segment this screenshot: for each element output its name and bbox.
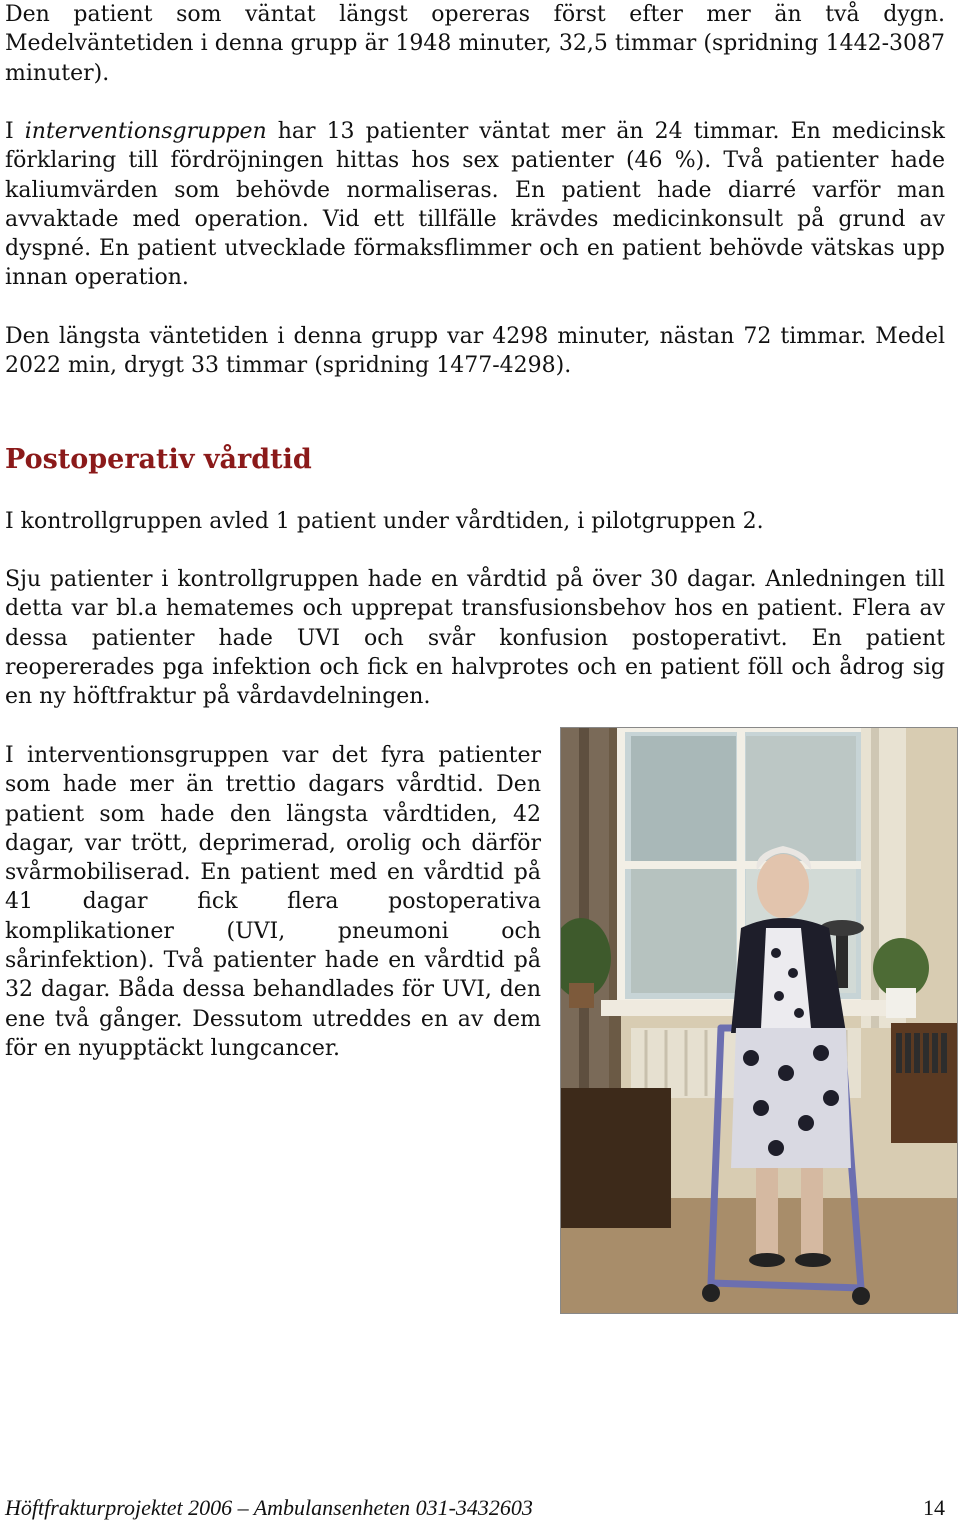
page-footer [5, 1493, 945, 1523]
paragraph-longest-waiting-intervention: Den längsta väntetiden i denna grupp var 4298 minuter, nästan 72 timmar. Medel 2022 min, drygt 33 timmar (spridning 1477-4298). [5, 324, 945, 379]
footer-text: Höftfrakturprojektet 2006 – Ambulansenheten 031-3432603 [5, 1495, 533, 1520]
paragraph-intervention-group-waiting [5, 117, 945, 293]
patient-walker-photo [560, 727, 958, 1314]
paragraph-intervention-group-stay: I interventionsgruppen var det fyra patienter som hade mer än trettio dagars vårdtid. Den patient som hade den längsta vårdtiden, 42 dagar, var trött, deprimerad, orolig och därför svårmobiliserad. En patient med en vårdtid på 41 dagar fick flera postoperativa komplikationer (UVI, pneumoni och sårinfektion). Två patienter hade en vårdtid på 32 dagar. Båda dessa behandlades för UVI, den ene två gånger. Dessutom utreddes en av dem för en nyupptäckt lungcancer. [5, 743, 541, 1061]
paragraph-prefix: I [5, 119, 25, 144]
paragraph-waiting-time-longest: Den patient som väntat längst opereras först efter mer än två dygn. Medelväntetiden i denna grupp är 1948 minuter, 32,5 timmar (spridning 1442-3087 minuter). [5, 2, 945, 86]
page-number: 14 [923, 1495, 945, 1520]
intervention-group-term: interventionsgruppen [24, 119, 267, 144]
paragraph-control-group-stay: Sju patienter i kontrollgruppen hade en vårdtid på över 30 dagar. Anledningen till detta var bl.a hematemes och upprepat transfusionsbehov hos en patient. Flera av dessa patienter hade UVI och svår konfusion postoperativt. En patient reopererades pga infektion och fick en halvprotes och en patient föll och ådrog sig en ny höftfraktur på vårdavdelningen. [5, 567, 945, 710]
paragraph-deaths: I kontrollgruppen avled 1 patient under vårdtiden, i pilotgruppen 2. [5, 509, 764, 534]
section-heading: Postoperativ vårdtid [5, 444, 312, 475]
paragraph-body: har 13 patienter väntat mer än 24 timmar. En medicinsk förklaring till fördröjningen hittas hos sex patienter (46 %). Två patienter hade kaliumvärden som behövde normaliseras. En patient hade diarré varför man avvaktade med operation. Vid ett tillfälle krävdes medicinkonsult på grund av dyspné. En patient utvecklade förmaksflimmer och en patient behövde vätskas upp innan operation. [5, 119, 945, 291]
